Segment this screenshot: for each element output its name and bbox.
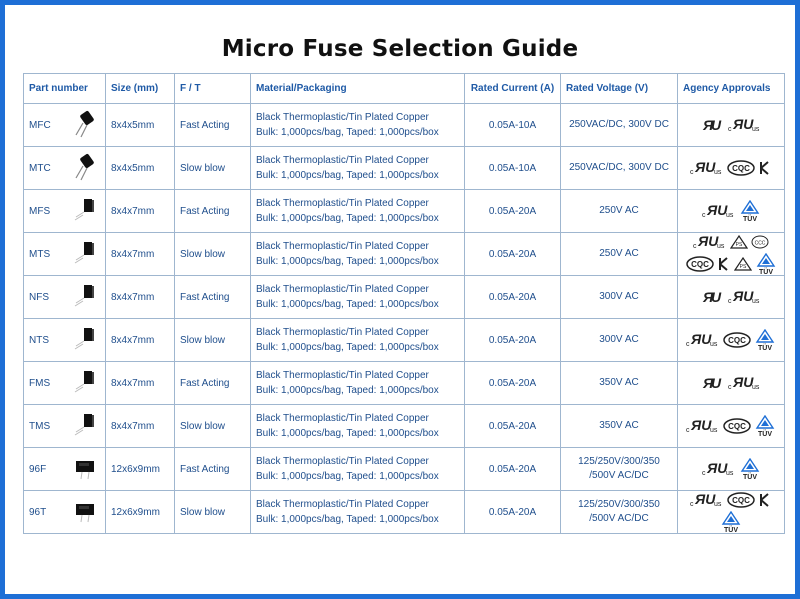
cell-agency-approvals	[678, 104, 785, 147]
voltage-line: 300V AC	[599, 334, 639, 345]
material-line: Black Thermoplastic/Tin Plated Copper	[256, 456, 429, 467]
cell-size: 8x4x5mm	[106, 104, 175, 147]
svg-text:us: us	[714, 500, 722, 508]
cell-agency-approvals	[678, 362, 785, 405]
packaging-line: Bulk: 1,000pcs/bag, Taped: 1,000pcs/box	[256, 342, 439, 353]
cell-part-number	[24, 233, 106, 276]
cell-rated-voltage	[561, 491, 678, 534]
svg-text:CQC: CQC	[732, 164, 750, 173]
svg-text:c: c	[727, 384, 731, 391]
tuv-logo-icon	[754, 415, 776, 437]
curus-logo-icon	[693, 234, 727, 250]
svg-text:CQC: CQC	[728, 336, 746, 345]
cell-fuse-type: Slow blow	[175, 233, 251, 276]
svg-text:TÜV: TÜV	[758, 268, 773, 275]
svg-text:us: us	[725, 212, 733, 219]
cell-size: 8x4x7mm	[106, 362, 175, 405]
cell-agency-approvals	[678, 147, 785, 190]
fuse-component-icon	[70, 410, 100, 443]
fuse-selection-table	[23, 73, 785, 534]
cell-material-packaging	[251, 147, 465, 190]
svg-text:c: c	[686, 341, 690, 348]
tuv-logo-icon	[739, 458, 761, 480]
cell-part-number	[24, 362, 106, 405]
cell-agency-approvals	[678, 233, 785, 276]
fuse-component-icon	[70, 238, 100, 271]
cell-agency-approvals	[678, 319, 785, 362]
packaging-line: Bulk: 1,000pcs/bag, Taped: 1,000pcs/box	[256, 428, 439, 439]
cell-size: 8x4x7mm	[106, 319, 175, 362]
tuv-logo-icon	[754, 329, 776, 351]
part-number-label: MTS	[29, 248, 51, 260]
cell-size: 8x4x7mm	[106, 233, 175, 276]
material-line: Black Thermoplastic/Tin Plated Copper	[256, 284, 429, 295]
cell-rated-voltage	[561, 362, 678, 405]
part-number-label: MFS	[29, 205, 51, 217]
cell-fuse-type: Fast Acting	[175, 190, 251, 233]
cell-material-packaging	[251, 405, 465, 448]
voltage-line: 250V AC	[599, 205, 639, 216]
cqc-logo-icon	[686, 256, 714, 272]
table-row	[24, 276, 785, 319]
material-line: Black Thermoplastic/Tin Plated Copper	[256, 370, 429, 381]
packaging-line: Bulk: 1,000pcs/bag, Taped: 1,000pcs/box	[256, 299, 439, 310]
svg-text:c: c	[690, 500, 694, 508]
cell-rated-voltage	[561, 233, 678, 276]
cell-rated-voltage	[561, 147, 678, 190]
tuv-logo-icon	[755, 253, 777, 275]
cell-fuse-type: Slow blow	[175, 405, 251, 448]
svg-text:Я: Я	[702, 375, 713, 391]
fuse-component-icon	[70, 453, 100, 486]
cell-part-number	[24, 104, 106, 147]
cell-fuse-type: Fast Acting	[175, 362, 251, 405]
pse-logo-icon	[734, 257, 752, 271]
header-rated-current: Rated Current (A)	[465, 74, 561, 104]
table-row	[24, 491, 785, 534]
cell-agency-approvals	[678, 491, 785, 534]
svg-text:ЯU: ЯU	[732, 375, 753, 390]
packaging-line: Bulk: 1,000pcs/bag, Taped: 1,000pcs/box	[256, 127, 439, 138]
ur-logo-icon	[701, 375, 725, 391]
voltage-line: 250VAC/DC, 300V DC	[569, 119, 669, 130]
cell-size: 8x4x5mm	[106, 147, 175, 190]
header-part-number: Part number	[24, 74, 106, 104]
cell-size: 8x4x7mm	[106, 190, 175, 233]
curus-logo-icon	[702, 461, 736, 477]
svg-text:ЯU: ЯU	[691, 418, 712, 433]
svg-text:ЯU: ЯU	[695, 491, 716, 507]
svg-text:us: us	[710, 341, 718, 348]
svg-text:TÜV: TÜV	[758, 345, 772, 351]
curus-logo-icon	[690, 160, 724, 176]
svg-text:ЯU: ЯU	[732, 289, 753, 304]
cqc-logo-icon	[727, 160, 755, 176]
cell-rated-voltage	[561, 276, 678, 319]
voltage-line: 125/250V/300/350	[578, 499, 660, 510]
svg-text:U: U	[710, 289, 721, 305]
voltage-line: 250V AC	[599, 248, 639, 259]
packaging-line: Bulk: 1,000pcs/bag, Taped: 1,000pcs/box	[256, 213, 439, 224]
header-fuse-type: F / T	[175, 74, 251, 104]
table-row	[24, 319, 785, 362]
header-rated-voltage: Rated Voltage (V)	[561, 74, 678, 104]
cell-part-number	[24, 276, 106, 319]
svg-text:ЯU: ЯU	[691, 332, 712, 347]
svg-text:Я: Я	[702, 289, 713, 305]
part-number-label: NFS	[29, 291, 49, 303]
svg-text:c: c	[693, 242, 697, 250]
ur-logo-icon	[701, 117, 725, 133]
part-number-label: FMS	[29, 377, 51, 389]
cell-rated-current: 0.05A-10A	[465, 147, 561, 190]
cell-size: 12x6x9mm	[106, 448, 175, 491]
part-number-label: 96F	[29, 463, 47, 475]
pse-logo-icon	[730, 235, 748, 249]
cell-fuse-type: Slow blow	[175, 147, 251, 190]
cell-part-number	[24, 190, 106, 233]
packaging-line: Bulk: 1,000pcs/bag, Taped: 1,000pcs/box	[256, 170, 439, 181]
page-title: Micro Fuse Selection Guide	[221, 36, 579, 62]
svg-text:c: c	[727, 298, 731, 305]
cell-part-number	[24, 319, 106, 362]
material-line: Black Thermoplastic/Tin Plated Copper	[256, 112, 429, 123]
part-number-label: MFC	[29, 119, 51, 131]
part-number-label: 96T	[29, 506, 47, 518]
cell-rated-voltage	[561, 104, 678, 147]
svg-text:U: U	[710, 117, 721, 133]
table-row	[24, 233, 785, 276]
cell-material-packaging	[251, 362, 465, 405]
kc-logo-icon	[717, 256, 731, 272]
header-material-packaging: Material/Packaging	[251, 74, 465, 104]
svg-text:us: us	[717, 242, 725, 250]
svg-text:ЯU: ЯU	[695, 160, 716, 175]
material-line: Black Thermoplastic/Tin Plated Copper	[256, 241, 429, 252]
svg-text:Я: Я	[702, 117, 713, 133]
svg-text:us: us	[725, 470, 733, 477]
part-number-label: MTC	[29, 162, 51, 174]
cqc-logo-icon	[727, 492, 755, 508]
curus-logo-icon	[702, 203, 736, 219]
svg-text:U: U	[710, 375, 721, 391]
svg-text:CQC: CQC	[732, 495, 750, 505]
curus-logo-icon	[728, 375, 762, 391]
cell-agency-approvals	[678, 405, 785, 448]
cqc-logo-icon	[723, 332, 751, 348]
svg-text:us: us	[751, 126, 759, 133]
material-line: Black Thermoplastic/Tin Plated Copper	[256, 327, 429, 338]
voltage-line: 125/250V/300/350	[578, 456, 660, 467]
cell-rated-voltage	[561, 405, 678, 448]
svg-text:c: c	[727, 126, 731, 133]
cell-material-packaging	[251, 190, 465, 233]
table-row	[24, 190, 785, 233]
table-row	[24, 147, 785, 190]
svg-text:ЯU: ЯU	[732, 117, 753, 132]
ur-logo-icon	[701, 289, 725, 305]
fuse-component-icon	[70, 195, 100, 228]
fuse-component-icon	[70, 367, 100, 400]
cell-size: 12x6x9mm	[106, 491, 175, 534]
svg-text:TÜV: TÜV	[724, 526, 738, 533]
cell-fuse-type: Fast Acting	[175, 448, 251, 491]
curus-logo-icon	[728, 289, 762, 305]
cell-material-packaging	[251, 104, 465, 147]
cell-rated-current: 0.05A-10A	[465, 104, 561, 147]
cell-rated-voltage	[561, 319, 678, 362]
packaging-line: Bulk: 1,000pcs/bag, Taped: 1,000pcs/box	[256, 471, 439, 482]
voltage-line-2: /500V AC/DC	[589, 513, 649, 524]
cell-rated-voltage	[561, 448, 678, 491]
svg-text:TÜV: TÜV	[758, 431, 772, 437]
cell-material-packaging	[251, 276, 465, 319]
svg-text:c: c	[701, 212, 705, 219]
svg-text:us: us	[751, 384, 759, 391]
svg-text:CQC: CQC	[690, 259, 709, 269]
cell-material-packaging	[251, 319, 465, 362]
svg-text:c: c	[701, 470, 705, 477]
svg-text:TÜV: TÜV	[742, 216, 757, 222]
material-line: Black Thermoplastic/Tin Plated Copper	[256, 198, 429, 209]
cell-part-number	[24, 448, 106, 491]
ccc-logo-icon	[751, 235, 769, 249]
part-number-label: TMS	[29, 420, 51, 432]
material-line: Black Thermoplastic/Tin Plated Copper	[256, 413, 429, 424]
header-agency-approvals: Agency Approvals	[678, 74, 785, 104]
cell-rated-current: 0.05A-20A	[465, 276, 561, 319]
fuse-component-icon	[70, 324, 100, 357]
cell-agency-approvals	[678, 448, 785, 491]
svg-text:c: c	[686, 427, 690, 434]
cell-rated-current: 0.05A-20A	[465, 405, 561, 448]
part-number-label: NTS	[29, 334, 49, 346]
svg-text:ЯU: ЯU	[698, 233, 719, 249]
table-row	[24, 405, 785, 448]
cell-rated-current: 0.05A-20A	[465, 491, 561, 534]
fuse-component-icon	[70, 152, 100, 185]
svg-text:PS: PS	[735, 241, 743, 248]
kc-logo-icon	[758, 160, 772, 176]
cell-rated-current: 0.05A-20A	[465, 448, 561, 491]
tuv-logo-icon	[720, 511, 742, 533]
fuse-component-icon	[70, 281, 100, 314]
svg-text:c: c	[690, 169, 694, 176]
fuse-component-icon	[70, 496, 100, 529]
curus-logo-icon	[690, 492, 724, 508]
svg-text:ЯU: ЯU	[706, 461, 727, 476]
svg-text:us: us	[710, 427, 718, 434]
fuse-component-icon	[70, 109, 100, 142]
cell-agency-approvals	[678, 276, 785, 319]
cell-rated-current: 0.05A-20A	[465, 190, 561, 233]
cell-fuse-type: Slow blow	[175, 491, 251, 534]
cell-size: 8x4x7mm	[106, 276, 175, 319]
cell-part-number	[24, 147, 106, 190]
svg-text:PS: PS	[739, 263, 746, 270]
voltage-line-2: /500V AC/DC	[589, 470, 649, 481]
svg-text:us: us	[751, 298, 759, 305]
cell-agency-approvals	[678, 190, 785, 233]
svg-text:CCC: CCC	[754, 240, 766, 246]
voltage-line: 350V AC	[599, 377, 639, 388]
curus-logo-icon	[728, 117, 762, 133]
tuv-logo-icon	[739, 200, 761, 222]
material-line: Black Thermoplastic/Tin Plated Copper	[256, 499, 429, 510]
cell-size: 8x4x7mm	[106, 405, 175, 448]
cell-material-packaging	[251, 233, 465, 276]
voltage-line: 250VAC/DC, 300V DC	[569, 162, 669, 173]
table-row	[24, 448, 785, 491]
curus-logo-icon	[686, 332, 720, 348]
table-row	[24, 104, 785, 147]
packaging-line: Bulk: 1,000pcs/bag, Taped: 1,000pcs/box	[256, 256, 439, 267]
cell-part-number	[24, 405, 106, 448]
cell-fuse-type: Fast Acting	[175, 276, 251, 319]
cqc-logo-icon	[723, 418, 751, 434]
cell-material-packaging	[251, 448, 465, 491]
cell-rated-current: 0.05A-20A	[465, 362, 561, 405]
material-line: Black Thermoplastic/Tin Plated Copper	[256, 155, 429, 166]
voltage-line: 350V AC	[599, 420, 639, 431]
table-header-row	[24, 74, 785, 104]
table-row	[24, 362, 785, 405]
cell-rated-current: 0.05A-20A	[465, 233, 561, 276]
cell-fuse-type: Fast Acting	[175, 104, 251, 147]
cell-rated-voltage	[561, 190, 678, 233]
packaging-line: Bulk: 1,000pcs/bag, Taped: 1,000pcs/box	[256, 385, 439, 396]
packaging-line: Bulk: 1,000pcs/bag, Taped: 1,000pcs/box	[256, 514, 439, 525]
cell-material-packaging	[251, 491, 465, 534]
svg-text:ЯU: ЯU	[706, 203, 727, 218]
cell-fuse-type: Slow blow	[175, 319, 251, 362]
svg-text:TÜV: TÜV	[742, 474, 757, 480]
curus-logo-icon	[686, 418, 720, 434]
cell-rated-current: 0.05A-20A	[465, 319, 561, 362]
voltage-line: 300V AC	[599, 291, 639, 302]
svg-text:CQC: CQC	[728, 422, 746, 431]
svg-text:us: us	[714, 169, 722, 176]
cell-part-number	[24, 491, 106, 534]
kc-logo-icon	[758, 492, 772, 508]
header-size: Size (mm)	[106, 74, 175, 104]
